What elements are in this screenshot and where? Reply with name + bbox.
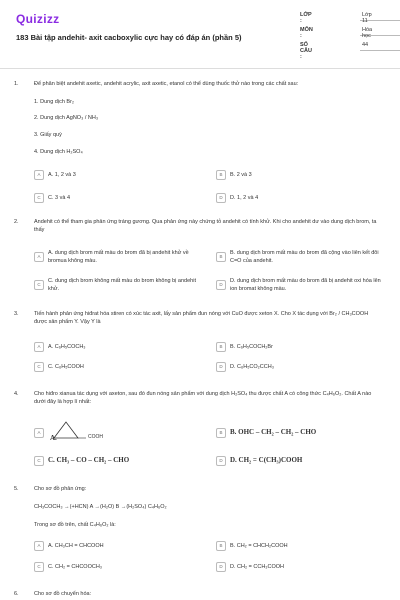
option-text: A. [50, 434, 57, 442]
meta-key: SỐ CÂU : [300, 42, 312, 60]
option-text: C. C₆H₅COOH [48, 364, 84, 370]
question-number: 5. [14, 486, 19, 492]
option-letter: B [216, 342, 226, 352]
header [0, 0, 400, 62]
option-text: B. 2 và 3 [230, 172, 252, 178]
question-text: Tiến hành phản ứng hiđrat hóa stiren có xúc tác axit, lấy sản phẩm đun nóng với CuO được xeton X. Cho X tác dụng với Br₂ / CH₃COOH được sản phẩm Y. Vậy Y là [34, 311, 369, 325]
statement: 4. Dung dịch H₂SO₄ [34, 149, 83, 155]
option-letter: B [216, 252, 226, 262]
option-letter: C [34, 193, 44, 203]
meta-value: Lớp 11 [362, 12, 372, 24]
option-c[interactable] [34, 276, 210, 296]
question-number: 3. [14, 311, 19, 317]
option-text: C. 3 và 4 [48, 195, 71, 201]
option-text: B. CH₂ = CHCH₂COOH [230, 543, 288, 549]
question-ask: Trong sơ đồ trên, chất C₄H₆O₂ là: [34, 522, 116, 528]
quizizz-logo: Quizizz [16, 12, 60, 26]
option-text: A. C₆H₅COCH₃ [48, 344, 86, 350]
meta-key: LỚP : [300, 12, 312, 24]
option-text: D. C₆H₅CO₂CCH₃ [230, 364, 274, 370]
option-a[interactable] [34, 420, 194, 446]
question-text: Cho hiđro xianua tác dụng với axeton, sau đó đun nóng sản phẩm với dung dịch H₂SO₄ thu được chất A có công thức C₄H₆O₂. Chất A nào dưới đây là hợp lí nhất: [34, 391, 372, 405]
meta-key: MÔN : [300, 27, 313, 39]
question-text: Cho sơ đồ chuyển hóa: [34, 591, 92, 597]
option-letter: C [34, 280, 44, 290]
option-text: D. 1, 2 và 4 [230, 195, 259, 201]
option-text: B. C₆H₅COCH₂Br [230, 344, 273, 350]
option-a[interactable] [34, 248, 210, 268]
question-number: 1. [14, 81, 19, 87]
header-divider [0, 68, 400, 69]
option-letter: A [34, 342, 44, 352]
question-text: Andehit có thể tham gia phản ứng tráng gương. Qua phản ứng này chứng tỏ andehit có tính khử. Khi cho andehit dư vào dung dịch brom, ta thấy [34, 219, 377, 233]
option-letter: D [216, 280, 226, 290]
option-letter: A [34, 170, 44, 180]
option-letter: D [216, 456, 226, 466]
question-number: 2. [14, 219, 19, 225]
option-text: A. 1, 2 và 3 [48, 172, 76, 178]
option-text: A. dung dịch brom mất màu do brom đã bị andehit khử về bromua không màu. [48, 250, 189, 264]
question-number: 4. [14, 391, 19, 397]
option-letter: C [34, 362, 44, 372]
option-letter: D [216, 362, 226, 372]
carboxyl-group: COOH [88, 434, 103, 440]
statement: 3. Giấy quỳ [34, 132, 62, 138]
option-text: C. CH₂ = CHCOOCH₃ [48, 564, 103, 570]
option-text: D. CH₂ = CCH₃COOH [230, 564, 285, 570]
meta-value: Hóa học [362, 27, 373, 39]
option-text: B. dung dịch brom mất màu do brom đã cộng vào liên kết đôi C=O của andehit. [230, 250, 379, 264]
option-letter: A [34, 252, 44, 262]
option-letter: C [34, 562, 44, 572]
option-letter: D [216, 562, 226, 572]
statement: 1. Dung dịch Br₂ [34, 99, 75, 105]
divider [360, 50, 400, 51]
option-letter: C [34, 456, 44, 466]
option-d[interactable] [216, 276, 386, 296]
meta-value: 44 [362, 42, 369, 48]
option-letter: D [216, 193, 226, 203]
statement: 2. Dung dịch AgNO₃ / NH₃ [34, 115, 99, 121]
question-text: Cho sơ đồ phản ứng: [34, 486, 87, 492]
option-b[interactable] [216, 248, 386, 268]
option-letter: A [34, 428, 44, 438]
option-text: D. CH₂ = C(CH₃)COOH [230, 456, 303, 464]
page-title: 183 Bài tập andehit- axit cacboxylic cực hay có đáp án (phần 5) [16, 33, 242, 42]
option-text: D. dung dịch brom mất màu do brom đã bị andehit oxi hóa lên ion bromat không màu. [230, 278, 381, 292]
option-text: C. CH₃ – CO – CH₂ – CHO [48, 456, 130, 464]
question-text: Để phân biệt andehit axetic, andehit acrylic, axit axetic, etanol có thể dùng thuốc thử nào trong các chất sau: [34, 81, 299, 87]
option-letter: B [216, 428, 226, 438]
option-text: C. dung dịch brom không mất màu do brom không bị andehit khử. [48, 278, 196, 292]
option-text: A. CH₃CH = CHCOOH [48, 543, 104, 549]
reaction-scheme: CH₃COCH₃ →(+HCN) A →(H₂O) B →(H₂SO₄) C₄H₆O₂ [34, 504, 167, 510]
option-letter: B [216, 541, 226, 551]
option-text: B. OHC – CH₂ – CH₂ – CHO [230, 428, 317, 436]
question-number: 6. [14, 591, 19, 597]
option-letter: A [34, 541, 44, 551]
option-letter: B [216, 170, 226, 180]
